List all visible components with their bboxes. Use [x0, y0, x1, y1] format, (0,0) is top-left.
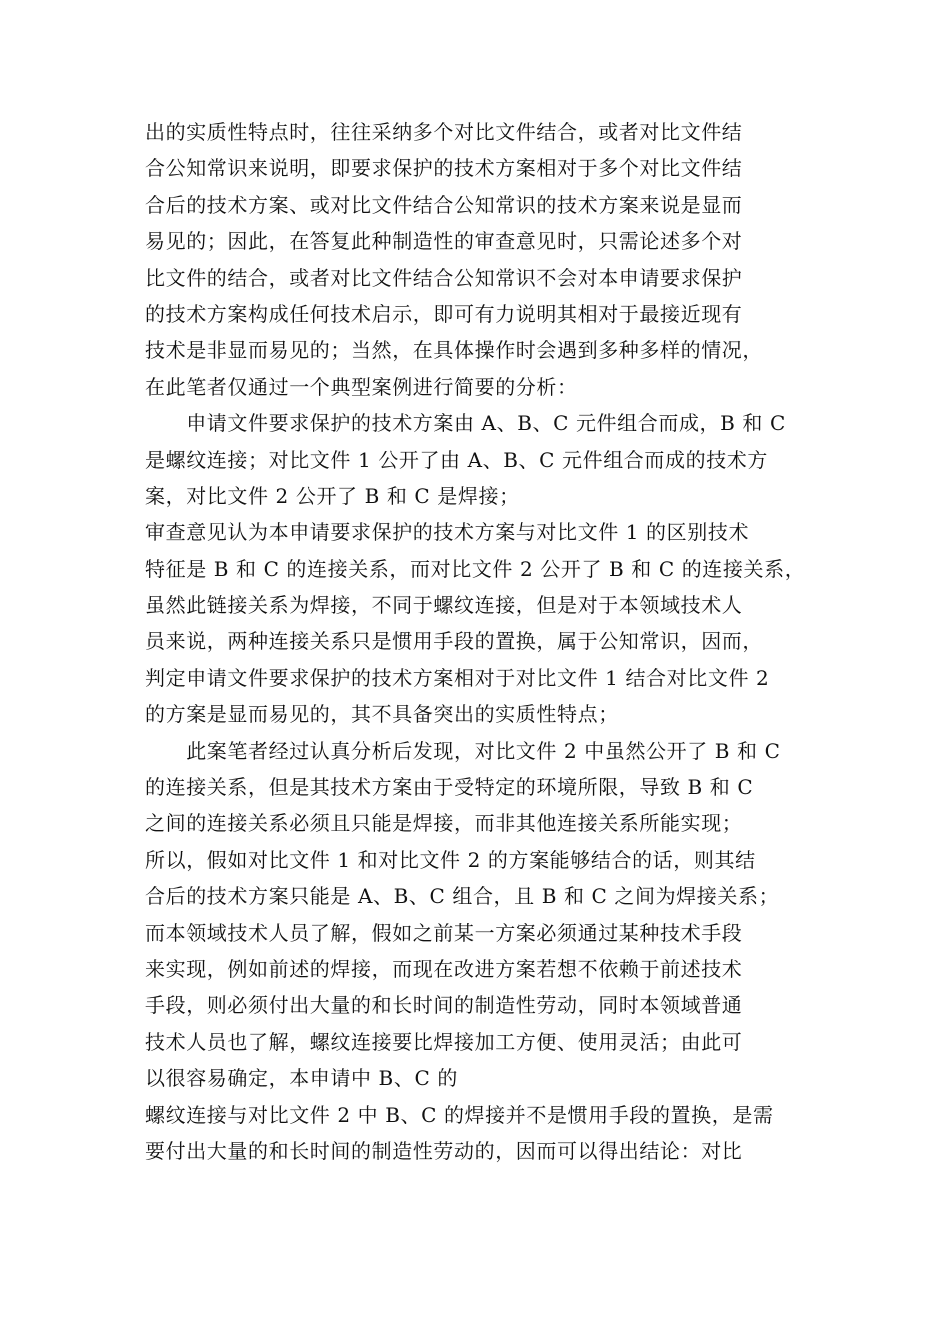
text-line: 案，对比文件 2 公开了 B 和 C 是焊接；	[145, 483, 520, 508]
text-line: 在此笔者仅通过一个典型案例进行简要的分析：	[145, 374, 578, 399]
text-line: 的连接关系，但是其技术方案由于受特定的环境所限，导致 B 和 C	[145, 775, 754, 800]
text-line: 判定申请文件要求保护的技术方案相对于对比文件 1 结合对比文件 2	[145, 665, 770, 690]
text-line: 技术人员也了解，螺纹连接要比焊接加工方便、使用灵活；由此可	[145, 1029, 743, 1054]
text-line: 此案笔者经过认真分析后发现，对比文件 2 中虽然公开了 B 和 C	[145, 738, 781, 763]
text-line: 要付出大量的和长时间的制造性劳动的，因而可以得出结论：对比	[145, 1138, 743, 1163]
text-line: 螺纹连接与对比文件 2 中 B、C 的焊接并不是惯用手段的置换，是需	[145, 1102, 774, 1127]
text-line: 的方案是显而易见的，其不具备突出的实质性特点；	[145, 702, 619, 727]
text-line: 的技术方案构成任何技术启示，即可有力说明其相对于最接近现有	[145, 301, 743, 326]
text-line: 易见的；因此，在答复此种制造性的审查意见时，只需论述多个对	[145, 229, 743, 254]
text-line: 审查意见认为本申请要求保护的技术方案与对比文件 1 的区别技术	[145, 520, 750, 545]
text-line: 是螺纹连接；对比文件 1 公开了由 A、B、C 元件组合而成的技术方	[145, 447, 768, 472]
text-line: 合后的技术方案、或对比文件结合公知常识的技术方案来说是显而	[145, 192, 743, 217]
text-line: 出的实质性特点时，往往采纳多个对比文件结合，或者对比文件结	[145, 120, 743, 144]
text-line: 比文件的结合，或者对比文件结合公知常识不会对本申请要求保护	[145, 265, 743, 290]
document-body	[145, 114, 815, 1169]
text-line: 所以，假如对比文件 1 和对比文件 2 的方案能够结合的话，则其结	[145, 847, 756, 872]
text-line: 之间的连接关系必须且只能是焊接，而非其他连接关系所能实现；	[145, 811, 743, 836]
text-line: 合公知常识来说明，即要求保护的技术方案相对于多个对比文件结	[145, 156, 743, 181]
text-line: 来实现，例如前述的焊接，而现在改进方案若想不依赖于前述技术	[145, 956, 743, 981]
text-line: 而本领域技术人员了解，假如之前某一方案必须通过某种技术手段	[145, 920, 743, 945]
text-line: 技术是非显而易见的；当然，在具体操作时会遇到多种多样的情况，	[145, 338, 763, 363]
text-line: 手段，则必须付出大量的和长时间的制造性劳动，同时本领域普通	[145, 993, 743, 1018]
text-line: 员来说，两种连接关系只是惯用手段的置换，属于公知常识，因而，	[145, 629, 763, 654]
text-line: 申请文件要求保护的技术方案由 A、B、C 元件组合而成，B 和 C	[145, 411, 786, 436]
text-line: 以很容易确定，本申请中 B、C 的	[145, 1066, 458, 1091]
text-line: 合后的技术方案只能是 A、B、C 组合，且 B 和 C 之间为焊接关系；	[145, 884, 780, 909]
text-line: 特征是 B 和 C 的连接关系，而对比文件 2 公开了 B 和 C 的连接关系，	[145, 556, 806, 581]
text-line: 虽然此链接关系为焊接，不同于螺纹连接，但是对于本领域技术人	[145, 593, 743, 618]
